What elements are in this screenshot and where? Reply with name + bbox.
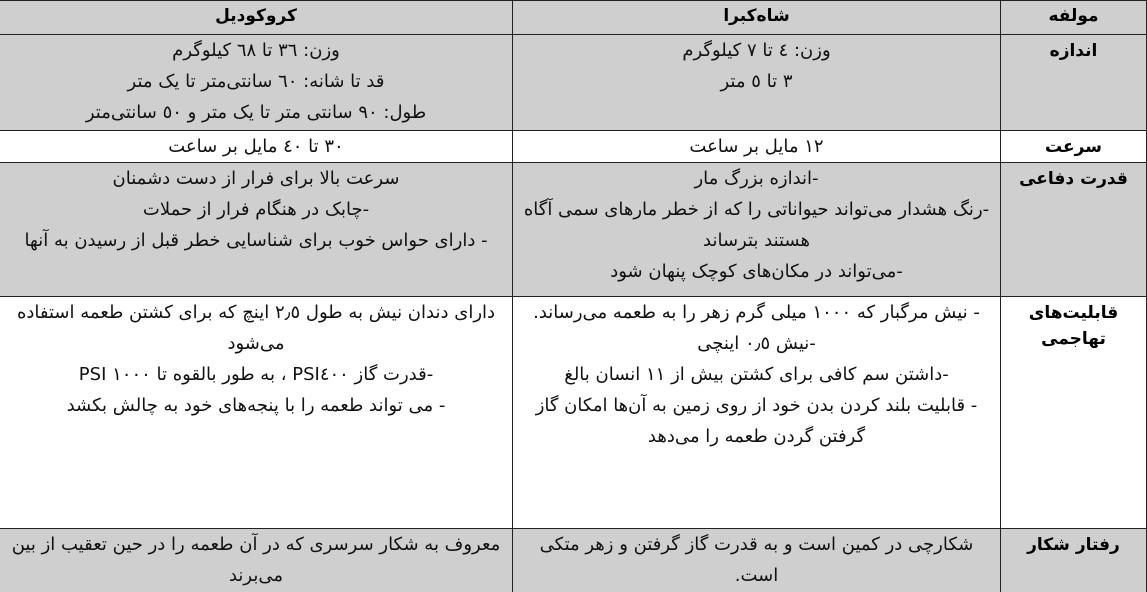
cell-cobra-offense — [513, 296, 1001, 528]
cell-crocodile-defense — [0, 162, 513, 296]
cell-line: - می تواند طعمه را با پنجه‌های خود به چالش بکشد — [66, 395, 446, 416]
cell-line: -اندازه بزرگ مار — [694, 168, 819, 189]
cell-cobra-hunting — [513, 528, 1001, 592]
cell-line: دارای دندان نیش به طول ٢٫٥ اینچ که برای کشتن طعمه استفاده می‌شود — [16, 302, 496, 354]
row-label-hunting: رفتار شکار — [1001, 528, 1147, 592]
cell-line: -چابک در هنگام فرار از حملات — [142, 199, 370, 220]
cell-line: - قابلیت بلند کردن بدن خود از روی زمین به آن‌ها امکان گاز گرفتن گردن طعمه را می‌دهد — [535, 395, 978, 447]
cell-line: شکارچی در کمین است و به قدرت گاز گرفتن و زهر متکی است. — [539, 534, 974, 586]
cell-cobra-speed — [513, 130, 1001, 162]
cell-line: وزن: ٤ تا ٧ کیلوگرم — [682, 40, 831, 61]
row-label-defense: قدرت دفاعی — [1001, 162, 1147, 296]
header-king-cobra: شاه‌کبرا — [513, 0, 1001, 34]
cell-line: - دارای حواس خوب برای شناسایی خطر قبل از رسیدن به آنها — [24, 230, 488, 251]
cell-crocodile-offense — [0, 296, 513, 528]
cell-line: طول: ٩٠ سانتی متر تا یک متر و ٥٠ سانتی‌متر — [85, 102, 427, 123]
cell-line: -می‌تواند در مکان‌های کوچک پنهان شود — [610, 261, 903, 282]
header-component: مولفه — [1001, 0, 1147, 34]
cell-line: ٣٠ تا ٤٠ مایل بر ساعت — [168, 136, 344, 157]
cell-line: معروف به شکار سرسری که در آن طعمه را در حین تعقیب از بین می‌برند — [11, 534, 501, 586]
cell-cobra-defense — [513, 162, 1001, 296]
cell-line: ٣ تا ٥ متر — [720, 71, 793, 92]
cell-crocodile-size — [0, 34, 513, 130]
header-crocodile: کروکودیل — [0, 0, 513, 34]
cell-line: -نیش ٠٫٥ اینچی — [697, 333, 816, 354]
cell-line: - نیش مرگبار که ١٠٠٠ میلی گرم زهر را به طعمه می‌رساند. — [533, 302, 980, 323]
cell-crocodile-hunting — [0, 528, 513, 592]
row-label-size: اندازه — [1001, 34, 1147, 130]
row-label-offense: قابلیت‌های تهاجمی — [1001, 296, 1147, 528]
cell-line: سرعت بالا برای فرار از دست دشمنان — [112, 168, 400, 189]
cell-line: -داشتن سم کافی برای کشتن بیش از ١١ انسان بالغ — [564, 364, 949, 385]
row-label-speed: سرعت — [1001, 130, 1147, 162]
cell-line: -رنگ هشدار می‌تواند حیواناتی را که از خطر مارهای سمی آگاه هستند بترساند — [523, 199, 990, 251]
cell-line: -قدرت گاز PSI٤٠٠ ، به طور بالقوه تا ١٠٠٠ PSI — [78, 364, 434, 385]
cell-cobra-size — [513, 34, 1001, 130]
cell-line: قد تا شانه: ٦٠ سانتی‌متر تا یک متر — [127, 71, 385, 92]
cell-line: وزن: ٣٦ تا ٦٨ کیلوگرم — [172, 40, 340, 61]
cell-line: ١٢ مایل بر ساعت — [689, 136, 824, 157]
cell-crocodile-speed — [0, 130, 513, 162]
